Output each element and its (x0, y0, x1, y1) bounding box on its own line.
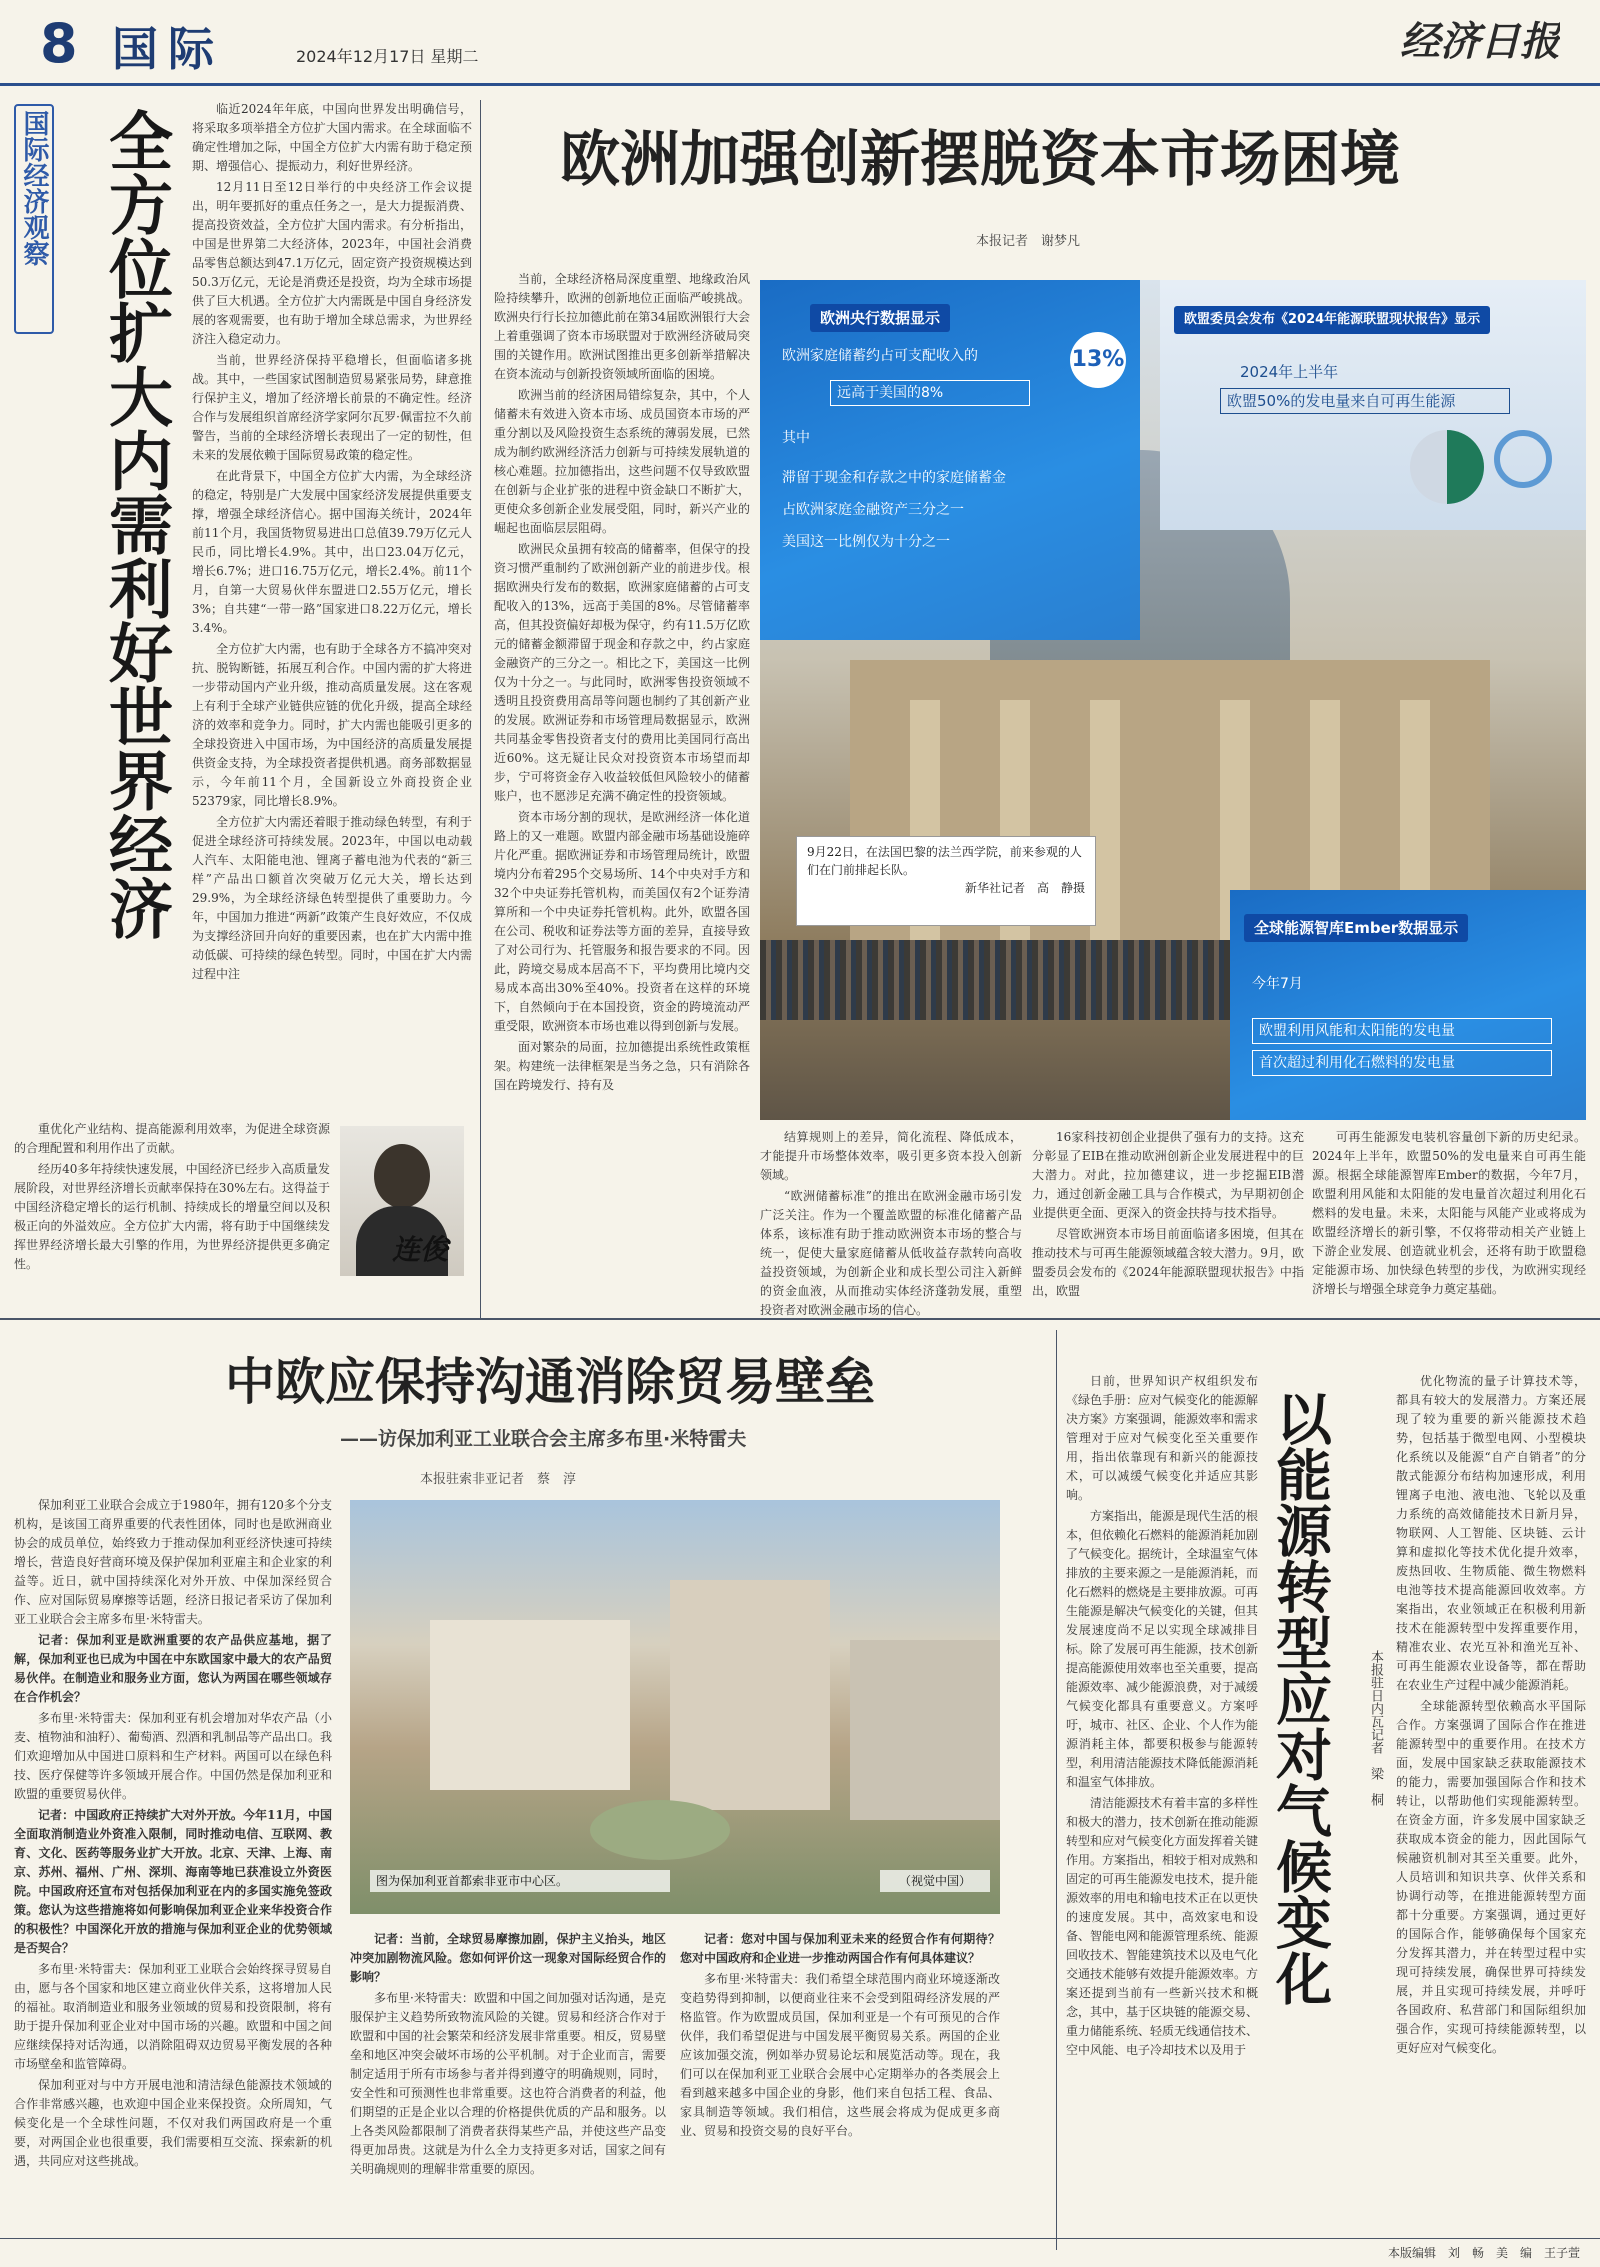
issue-date: 2024年12月17日 星期二 (296, 47, 479, 66)
interview-title: 中欧应保持沟通消除贸易壁垒 (225, 1353, 875, 1411)
paragraph: 清洁能源技术有着丰富的多样性和极大的潜力，技术创新在推动能源转型和应对气候变化方面发挥着关键作用。方案指出，相较于相对成熟和固定的可再生能源发电技术，提升能源效率的用电和输电技术正在以更快的速度发展。其中，高效家电和设备、智能电网和能源管理系统、能源回收技术、智能建筑技术以及电气化交通技术能够有效提升能源效率。方案还提到当前有一些新兴技术和概念，其中，基于区块链的能源交易、重力储能系统、轻质无线通信技术、空中风能、电子冷却技术以及用于 (1066, 1796, 1258, 2057)
photo-caption: 9月22日，在法国巴黎的法兰西学院，前来参观的人们在门前排起长队。 (807, 845, 1082, 877)
paragraph: 当前，世界经济保持平稳增长，但面临诸多挑战。其中，一些国家试图制造贸易紧张局势，肆意推行保护主义，增加了经济增长前景的不确定性。经济合作与发展组织首席经济学家阿尔瓦罗·佩雷拉不久前警告，当前的全球经济增长表现出了一定的韧性，但未来的发展依赖于国际贸易政策的稳定性。 (192, 353, 472, 462)
main-article-title: 欧洲加强创新摆脱资本市场困境 (560, 125, 1400, 195)
interview-byline: 本报驻索非亚记者 蔡 淳 (420, 1472, 577, 1487)
main-article-byline: 本报记者 谢梦凡 (976, 234, 1081, 249)
energy-col-2 (1396, 1372, 1586, 2252)
info-tag-ec: 欧盟委员会发布《2024年能源联盟现状报告》显示 (1174, 306, 1490, 334)
paragraph: 优化物流的量子计算技术等，都具有较大的发展潜力。方案还展现了较为重要的新兴能源技术趋势，包括基于微型电网、小型模块化系统以及能源“自产自销者”的分散式能源分布结构加速形成，利用锂离子电池、液电池、飞轮以及重力系统的高效储能技术日新月异，物联网、人工智能、区块链、云计算和虚拟化等技术优化提升效率，废热回收、生物质能、微生物燃料电池等技术提高能源回收效率。方案指出，农业领域正在积极利用新技术在能源转型中发挥重要作用，精准农业、农光互补和渔光互补、可再生能源农业设备等，都在帮助在农业生产过程中减少能源消耗。 (1396, 1374, 1586, 1692)
magnifier-icon (1494, 430, 1552, 488)
answer: 多布里·米特雷夫：我们希望全球范围内商业环境逐渐改变趋势得到抑制，以便商业往来不会受到阻碍经济发展的严格监管。作为欧盟成员国，保加利亚是一个有可预见的合作伙伴，我们希望促进与中国发展平衡贸易关系。两国的企业应该加强交流，例如举办贸易论坛和展览活动等。现在，我们可以在保加利亚工业联合会展中心定期举办的各类展会上看到越来越多中国企业的身影，他们来自包括工程、食品、家具制造等领域。我们相信，这些展会将成为促成更多商业、贸易和投资交易的良好平台。 (680, 1972, 1000, 2138)
footer-rule (0, 2238, 1600, 2239)
paragraph: 重优化产业结构、提高能源利用效率，为促进全球资源的合理配置和利用作出了贡献。 (14, 1122, 330, 1155)
paragraph: 欧洲当前的经济困局错综复杂，其中，个人储蓄未有效进入资本市场、成员国资本市场的严重分割以及风险投资生态系统的薄弱发展，已然成为制约欧洲经济活力创新与可持续发展轨道的核心难题。拉加德指出，这些问题不仅导致欧盟在创新与企业扩张的进程中资金缺口不断扩大，更使众多创新企业发展受阻，同时，新兴产业的崛起也面临层层阻碍。 (494, 388, 750, 535)
city-building (670, 1580, 830, 1810)
infographic-ecb (760, 280, 1140, 640)
energy-col-1 (1066, 1372, 1258, 2252)
paragraph: 全方位扩大内需，也有助于全球各方不搞冲突对抗、脱钩断链，拓展互利合作。中国内需的扩大将进一步带动国内产业升级，推动高质量发展。这在客观上有利于全球产业链供应链的优化升级，提高全球经济的效率和竞争力。同时，扩大内需也能吸引更多的全球投资进入中国市场，为中国经济的高质量发展提供资金支持，为全球投资者提供机遇。商务部数据显示，今年前11个月，全国新设立外商投资企业52379家，同比增长8.9%。 (192, 642, 472, 808)
masthead (0, 0, 1600, 86)
infographic-ember (1230, 890, 1586, 1120)
paragraph: 保加利亚工业联合会成立于1980年，拥有120多个分支机构，是该国工商界重要的代表性团体，同时也是欧洲商业协会的成员单位，始终致力于推动保加利亚经济快速可持续增长，营造良好营商环境及保护保加利亚雇主和企业家的利益等。近日，就中国持续深化对外开放、中保加深经贸合作、应对国际贸易摩擦等话题，经济日报记者采访了保加利亚工业联合会主席多布里·米特雷夫。 (14, 1498, 332, 1626)
info-percent: 13% (1070, 332, 1126, 388)
interview-subtitle: ——访保加利亚工业联合会主席多布里·米特雷夫 (340, 1428, 747, 1450)
column-body-lower (14, 1120, 330, 1300)
question: 记者：中国政府正持续扩大对外开放。今年11月，中国全面取消制造业外资准入限制，同时推动电信、互联网、教育、文化、医药等服务业扩大开放。北京、天津、上海、南京、苏州、福州、广州、深圳、海南等地已获准设立外资医院。中国政府还宣布对包括保加利亚在内的多国实施免签政策。您认为这些措施将如何影响保加利亚企业来华投资合作的积极性？中国深化开放的措施与保加利亚企业的优势领域是否契合？ (14, 1808, 332, 1955)
column-tag-box (14, 104, 54, 334)
section-title: 国际 (112, 22, 224, 76)
column-body (192, 100, 472, 1142)
city-building (430, 1620, 630, 1790)
paragraph: 全方位扩大内需还着眼于推动绿色转型，有利于促进全球经济可持续发展。2023年，中国以电动载人汽车、太阳能电池、锂离子蓄电池为代表的“新三样”产品出口额首次突破万亿元大关，增长达到29.9%，为全球经济绿色转型提供了重要助力。今年，中国加力推进“两新”政策产生良好效应，不仅成为支撑经济回升向好的重要因素，也在扩大内需中推动低碳、可持续的绿色转型。同时，中国在扩大内需过程中注 (192, 815, 472, 981)
info-line: 今年7月 (1252, 976, 1303, 992)
city-square (590, 1800, 730, 1860)
energy-byline: 本报驻日内瓦记者 梁 桐 (1368, 1650, 1383, 1806)
paragraph: 可再生能源发电装机容量创下新的历史纪录。2024年上半年，欧盟50%的发电量来自可再生能源。根据全球能源智库Ember的数据，今年7月，欧盟利用风能和太阳能的发电量首次超过利用化石燃料的发电量。未来，太阳能与风能产业或将成为欧盟经济增长的新引擎，不仅将带动相关产业链上下游企业发展、创造就业机会，还将有助于欧盟稳定能源市场、加快绿色转型的步伐，为欧洲实现经济增长与增强全球竞争力奠定基础。 (1312, 1130, 1586, 1296)
main-col-3 (1032, 1128, 1304, 1318)
interview-col-1 (14, 1496, 332, 2196)
paragraph: 16家科技初创企业提供了强有力的支持。这充分彰显了EIB在推动欧洲创新企业发展进程中的巨大潜力。对此，拉加德建议，进一步挖掘EIB潜力，通过创新金融工具与合作模式，为早期初创企业提供更全面、更深入的资金扶持与技术指导。 (1032, 1130, 1304, 1220)
info-line: 其中 (782, 430, 810, 446)
main-col-4 (1312, 1128, 1586, 1318)
newspaper-logo: 经济日报 (1400, 18, 1560, 65)
page-editors: 本版编辑 刘 畅 美 编 王子萱 (1387, 2246, 1580, 2260)
paragraph: 12月11日至12日举行的中央经济工作会议提出，明年要抓好的重点任务之一，是大力提振消费、提高投资效益，全方位扩大国内需求。有分析指出，中国是世界第二大经济体，2023年，中国社会消费品零售总额达到47.1万亿元，固定资产投资规模达到50.3万亿元，无论是消费还是投资，均为全球市场提供了巨大机遇。全方位扩大内需既是中国自身经济发展的客观需要，也有助于增加全球总需求，为世界经济注入稳定动力。 (192, 180, 472, 346)
info-tag-ecb: 欧洲央行数据显示 (810, 304, 950, 332)
author-head (374, 1144, 430, 1208)
column-divider (1056, 1330, 1057, 2250)
paragraph: 方案指出，能源是现代生活的根本，但依赖化石燃料的能源消耗加剧了气候变化。据统计，全球温室气体排放的主要来源之一是能源消耗，而化石燃料的燃烧是主要排放源。可再生能源是解决气候变化的关键，但其发展速度尚不足以实现全球减排目标。除了发展可再生能源，技术创新提高能源使用效率也至关重要，提高能源效率、减少能源浪费，对于减缓气候变化都具有重要意义。方案呼吁，城市、社区、企业、个人作为能源消耗主体，都要积极参与能源转型，利用清洁能源技术降低能源消耗和温室气体排放。 (1066, 1509, 1258, 1789)
paragraph: “欧洲储蓄标准”的推出在欧洲金融市场引发广泛关注。作为一个覆盖欧盟的标准化储蓄产品体系，该标准有助于推动欧洲资本市场的整合与统一，促使大量家庭储蓄从低收益存款转向高收益投资领域，为创新企业和成长型公司注入新鲜的资金血液，从而推动实体经济蓬勃发展，重塑投资者对欧洲金融市场的信心。 (760, 1189, 1022, 1317)
info-line: 欧盟50%的发电量来自可再生能源 (1220, 388, 1510, 414)
info-line: 远高于美国的8% (830, 380, 1030, 406)
main-photo (760, 280, 1586, 1120)
author-signature: 连俊 (392, 1233, 449, 1266)
info-line: 占欧洲家庭金融资产三分之一 (782, 502, 964, 518)
interview-col-3 (680, 1930, 1000, 2250)
paragraph: 面对繁杂的局面，拉加德提出系统性政策框架。构建统一法律框架是当务之急，只有消除各国在跨境发行、持有及 (494, 1040, 750, 1092)
info-line: 滞留于现金和存款之中的家庭储蓄金 (782, 470, 1006, 486)
paragraph: 当前，全球经济格局深度重塑、地缘政治风险持续攀升，欧洲的创新地位正面临严峻挑战。欧洲央行行长拉加德此前在第34届欧洲银行大会上着重强调了资本市场联盟对于欧洲经济破局突围的关键作用。欧洲试图推出更多创新举措解决在资本流动与创新投资领域所面临的困境。 (494, 272, 750, 381)
main-col-1 (494, 270, 750, 1314)
photo-caption-box (796, 836, 1096, 926)
page-number: 8 (40, 12, 78, 75)
interview-col-2 (350, 1930, 666, 2250)
paragraph: 结算规则上的差异，简化流程、降低成本，才能提升市场整体效率，吸引更多资本投入创新领域。 (760, 1130, 1022, 1182)
answer: 多布里·米特雷夫：保加利亚有机会增加对华农产品（小麦、植物油和油籽）、葡萄酒、烈酒和乳制品等产品出口。我们欢迎增加从中国进口原料和生产材料。两国可以在绿色科技、医疗保健等许多领域开展合作。中国仍然是保加利亚和欧盟的重要贸易伙伴。 (14, 1711, 332, 1801)
info-line: 首次超过利用化石燃料的发电量 (1252, 1050, 1552, 1076)
paragraph: 经历40多年持续快速发展，中国经济已经步入高质量发展阶段，对世界经济增长贡献率保持在30%左右。这得益于中国经济稳定增长的运行机制、持续成长的增量空间以及积极正向的外溢效应。全方位扩大内需，将有助于中国继续发挥世界经济增长最大引擎的作用，为世界经济提供更多确定性。 (14, 1162, 330, 1271)
answer: 多布里·米特雷夫：保加利亚工业联合会始终探寻贸易自由，愿与各个国家和地区建立商业伙伴关系，这将增加人民的福祉。取消制造业和服务业领域的贸易和投资限制，将有助于提升保加利亚企业对中国市场的兴趣。欧盟和中国之间应继续保持对话沟通，以消除阻碍双边贸易平衡发展的各种市场壁垒和监管障碍。 (14, 1962, 332, 2071)
section-divider (0, 1318, 1600, 1320)
info-line: 美国这一比例仅为十分之一 (782, 534, 950, 550)
column-title: 全方位扩大内需利好世界经济 (98, 108, 172, 940)
main-col-2 (760, 1128, 1022, 1318)
paragraph: 日前，世界知识产权组织发布《绿色手册：应对气候变化的能源解决方案》方案强调，能源效率和需求管理对于应对气候变化至关重要作用，指出依靠现有和新兴的能源技术，可以减缓气候变化并适应其影响。 (1066, 1374, 1258, 1502)
question: 记者：您对中国与保加利亚未来的经贸合作有何期待？您对中国政府和企业进一步推动两国合作有何具体建议？ (680, 1932, 1000, 1965)
paragraph: 尽管欧洲资本市场目前面临诸多困境，但其在推动技术与可再生能源领域蕴含较大潜力。9月，欧盟委员会发布的《2024年能源联盟现状报告》中指出，欧盟 (1032, 1227, 1304, 1298)
paragraph: 在此背景下，中国全方位扩大内需，为全球经济的稳定，特别是广大发展中国家经济发展提供重要支撑，增强全球经济信心。据中国海关统计，2024年前11个月，我国货物贸易进出口总值39.79万亿元人民币，同比增长4.9%。其中，出口23.04万亿元，增长6.7%；进口16.75万亿元，增长2.4%。前11个月，自第一大贸易伙伴东盟进口2.55万亿元，增长3%；自共建“一带一路”国家进口8.22万亿元，增长3.4%。 (192, 469, 472, 635)
paragraph: 全球能源转型依赖高水平国际合作。方案强调了国际合作在推进能源转型中的重要作用。在技术方面，发展中国家缺乏获取能源技术的能力，需要加强国际合作和技术转让，以帮助他们实现能源转型。在资金方面，许多发展中国家缺乏获取成本资金的能力，因此国际气候融资机制对其至关重要。此外，人员培训和知识共享、伙伴关系和协调行动等，在推进能源转型方面都十分重要。方案强调，通过更好的国际合作，能够确保每个国家充分发挥其潜力，并在转型过程中实现可持续发展，确保世界可持续发展，并且实现可持续发展，并呼吁各国政府、私营部门和国际组织加强合作，实现可持续能源转型，以更好应对气候变化。 (1396, 1699, 1586, 2055)
paragraph: 临近2024年年底，中国向世界发出明确信号，将采取多项举措全方位扩大国内需求。在全球面临不确定性增加之际，中国全方位扩大内需有助于稳定预期、增强信心、提振动力，利好世界经济。 (192, 102, 472, 173)
answer: 多布里·米特雷夫：欧盟和中国之间加强对话沟通，是克服保护主义趋势所致物流风险的关键。贸易和经济合作对于欧盟和中国的社会繁荣和经济发展非常重要。相反，贸易壁垒和地区冲突会破坏市场的公平机制。对于企业而言，需要制定适用于所有市场参与者并得到遵守的明确规则，同时，安全性和可预测性也非常重要。这也符合消费者的利益，他们期望的正是企业以合理的价格提供优质的产品和服务。以上各类风险都限制了消费者获得某些产品，并使这些产品变得更加昂贵。这就是为什么全力支持更多对话，国家之间有关明确规则的理解非常重要的原因。 (350, 1991, 666, 2176)
paragraph: 资本市场分割的现状，是欧洲经济一体化道路上的又一难题。欧盟内部金融市场基础设施碎片化严重。据欧洲证券和市场管理局统计，欧盟境内分布着295个交易场所、14个中央对手方和32个中央证券托管机构，而美国仅有2个证券清算所和一个中央证券托管机构。此外，欧盟各国在公司、税收和证券法等方面的差异，直接导致了对公司行为、托管服务和报告要求的不同。因此，跨境交易成本居高不下，平均费用比境内交易成本高出30%至40%。投资者在这样的环境下，自然倾向于在本国投资，资金的跨境流动严重受限，欧洲资本市场也难以得到创新与发展。 (494, 810, 750, 1033)
question: 记者：保加利亚是欧洲重要的农产品供应基地，据了解，保加利亚也已成为中国在中东欧国家中最大的农产品贸易伙伴。在制造业和服务业方面，您认为两国在哪些领域存在合作机会？ (14, 1633, 332, 1704)
photo-credit: 新华社记者 高 静摄 (964, 881, 1085, 895)
info-line: 欧洲家庭储蓄约占可支配收入的 (782, 348, 978, 364)
column-tag: 国际经济观察 (19, 110, 49, 266)
city-building (850, 1640, 1000, 1820)
info-line: 欧盟利用风能和太阳能的发电量 (1252, 1018, 1552, 1044)
interview-photo-credit: （视觉中国） (880, 1870, 990, 1892)
paragraph: 欧洲民众虽拥有较高的储蓄率，但保守的投资习惯严重制约了欧洲创新产业的前进步伐。根据欧洲央行发布的数据，欧洲家庭储蓄的占可支配收入的13%，远高于美国的8%。尽管储蓄率高，但其投资偏好却极为保守，约有11.5万亿欧元的储蓄金额滞留于现金和存款之中，约占家庭金融资产的三分之一。相比之下，美国这一比例仅为十分之一。与此同时，欧洲零售投资领域不透明且投资费用高昂等问题也制约了其创新产业的发展。欧洲证券和市场管理局数据显示，欧洲共同基金零售投资者支付的费用比美国同行高出近60%。这无疑让民众对投资资本市场望而却步，宁可将资金存入收益较低但风险较小的储蓄账户，也不愿涉足充满不确定性的投资领域。 (494, 542, 750, 803)
column-divider (480, 100, 481, 1320)
interview-photo-caption: 图为保加利亚首都索非亚市中心区。 (370, 1870, 670, 1892)
renewable-pie-icon (1410, 430, 1484, 504)
info-line: 2024年上半年 (1240, 363, 1339, 381)
question: 记者：当前，全球贸易摩擦加剧，保护主义抬头，地区冲突加剧物流风险。您如何评价这一现象对国际经贸合作的影响？ (350, 1932, 666, 1984)
energy-title: 以能源转型应对气候变化 (1267, 1390, 1332, 2006)
answer: 保加利亚对与中方开展电池和清洁绿色能源技术领域的合作非常感兴趣，也欢迎中国企业来保投资。众所周知，气候变化是一个全球性问题，不仅对我们两国政府是一个重要，对两国企业也很重要，我们需要相互交流、探索新的机遇，共同应对这些挑战。 (14, 2078, 332, 2168)
infographic-ec (1160, 280, 1586, 530)
info-tag-ember: 全球能源智库Ember数据显示 (1244, 914, 1468, 942)
interview-photo (350, 1500, 1000, 1914)
